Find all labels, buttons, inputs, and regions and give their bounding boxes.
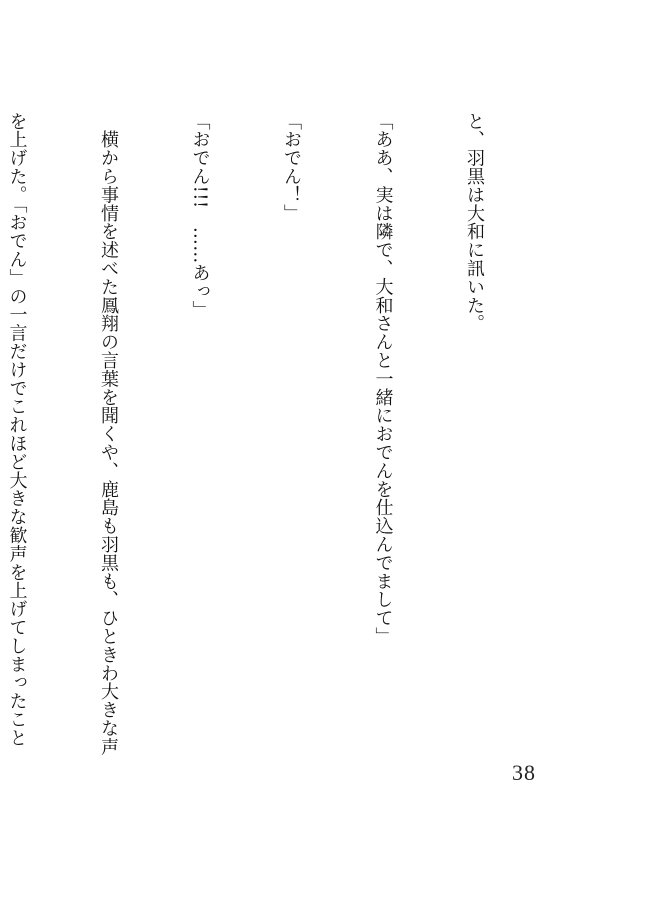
text-line: を上げた。「おでん」の一言だけでこれほど大きな歓声を上げてしまったこと: [6, 112, 28, 747]
vertical-text-body: [6, 112, 550, 812]
text-line: 横から事情を述べた鳳翔の言葉を聞くや、鹿島も羽黒も、ひときわ大きな声: [98, 112, 119, 756]
text-line: 「おでん!!! ……あっ」: [189, 112, 211, 319]
page-number: 38: [512, 760, 536, 785]
text-line: と、羽黒は大和に訊いた。: [464, 112, 485, 333]
text-line: 「おでん！」: [281, 112, 302, 223]
text-line: 「ああ、実は隣で、大和さんと一緒におでんを仕込んでまして」: [372, 112, 394, 646]
